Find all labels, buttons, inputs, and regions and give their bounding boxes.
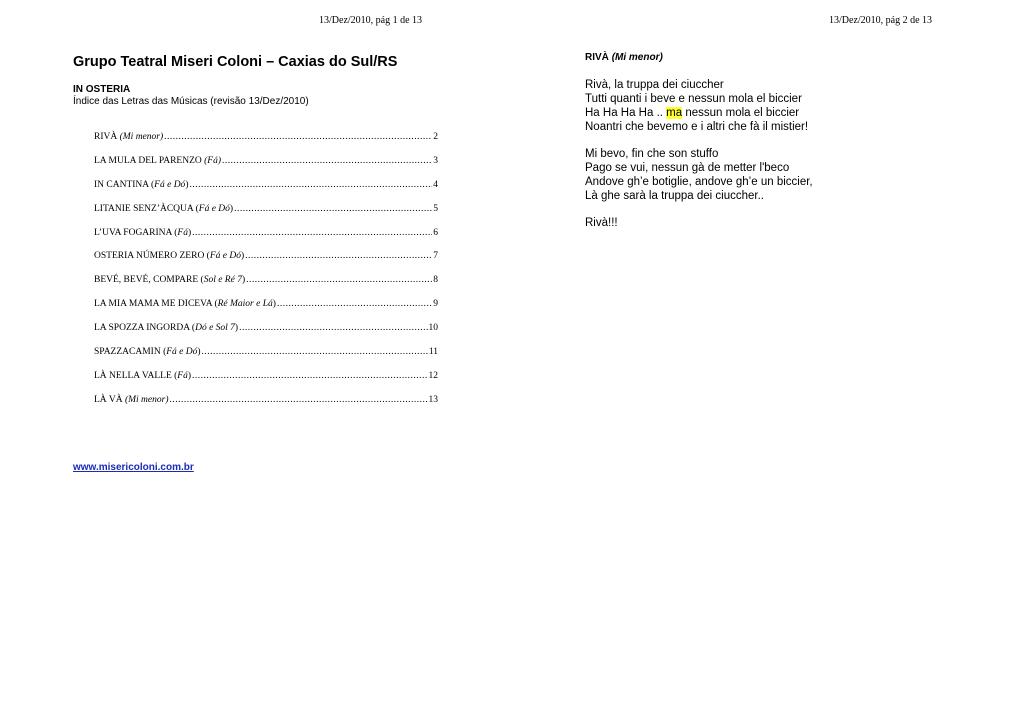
toc-entry-title: LA SPOZZA INGORDA (Dó e Sol 7) [94, 323, 239, 334]
verse-2 [585, 147, 965, 203]
show-title: IN OSTERIA [73, 84, 131, 95]
lyric-line: Mi bevo, fin che son stuffo [585, 148, 719, 160]
lyric-line: Tutti quanti i beve e nessun mola el biccier [585, 93, 802, 105]
toc-page-number: 6 [433, 227, 438, 238]
toc-entry-title: IN CANTINA (Fá e Dó) [94, 179, 189, 190]
toc-entry-title: LÀ NELLA VALLE (Fá) [94, 370, 192, 381]
toc-entry-title: LA MIA MAMA ME DICEVA (Ré Maior e Lá) [94, 299, 276, 310]
toc-page-number: 4 [433, 179, 438, 190]
toc-entry-title: L’UVA FOGARINA (Fá) [94, 227, 192, 238]
table-of-contents [94, 131, 438, 418]
lyric-line: Rivà!!! [585, 217, 618, 229]
toc-page-number: 2 [433, 132, 438, 142]
lyric-line: Rivà, la truppa dei ciuccher [585, 79, 724, 91]
toc-page-number: 12 [428, 370, 438, 381]
page-header-right: 13/Dez/2010, pág 2 de 13 [829, 15, 933, 26]
toc-entry-title: LITANIE SENZ’ÀCQUA (Fá e Dó) [94, 203, 234, 214]
toc-page-number: 8 [433, 275, 438, 286]
toc-entry-title: BEVÉ, BEVÉ, COMPARE (Sol e Ré 7) [94, 275, 246, 286]
lyric-line: Ha Ha Ha Ha .. ma nessun mola el biccier [585, 107, 800, 119]
toc-page-number: 13 [428, 394, 438, 405]
toc-entry-la-nella-valle[interactable] [94, 370, 438, 394]
toc-entry-title: OSTERIA NÚMERO ZERO (Fá e Dó) [94, 251, 245, 262]
verse-1 [585, 78, 965, 134]
toc-dot-leader [164, 131, 432, 143]
document-title: Grupo Teatral Miseri Coloni – Caxias do Sul/RS [73, 54, 398, 70]
verse-ending [585, 216, 965, 230]
toc-page-number: 9 [433, 299, 438, 310]
song-key: (Mi menor) [611, 52, 663, 63]
toc-dot-leader [170, 394, 428, 406]
toc-page-number: 5 [433, 203, 438, 214]
song-lyrics [585, 78, 965, 243]
toc-dot-leader [245, 250, 432, 262]
toc-entry-la-spozza-ingorda[interactable] [94, 322, 438, 346]
toc-entry-title: SPAZZACAMIN (Fá e Dó) [94, 347, 201, 358]
toc-dot-leader [192, 227, 432, 239]
toc-dot-leader [202, 346, 428, 358]
page-header-left: 13/Dez/2010, pág 1 de 13 [319, 15, 423, 26]
index-description: Índice das Letras das Músicas (revisão 13/Dez/2010) [73, 96, 309, 107]
toc-entry-litanie-senz-acqua[interactable] [94, 203, 438, 227]
toc-dot-leader [234, 203, 432, 215]
toc-entry-title: LA MULA DEL PARENZO (Fá) [94, 155, 222, 166]
lyric-line: Là ghe sarà la truppa dei ciuccher.. [585, 190, 765, 202]
lyric-line: Pago se vui, nessun gà de metter l'beco [585, 162, 790, 174]
song-title: RIVÀ (Mi menor) [585, 52, 663, 63]
toc-dot-leader [222, 155, 432, 167]
lyric-line: Noantri che bevemo e i altri che fà il mistier! [585, 121, 809, 133]
toc-dot-leader [277, 298, 432, 310]
toc-dot-leader [239, 322, 427, 334]
toc-page-number: 10 [428, 323, 438, 334]
toc-entry-in-cantina[interactable] [94, 179, 438, 203]
toc-entry-osteria-numero-zero[interactable] [94, 250, 438, 274]
highlighted-word: ma [666, 107, 683, 119]
toc-entry-title: LÀ VÀ (Mi menor) [94, 394, 169, 405]
toc-entry-la-mia-mama-me-diceva[interactable] [94, 298, 438, 322]
toc-entry-beve-beve-compare[interactable] [94, 274, 438, 298]
toc-entry-la-va[interactable] [94, 394, 438, 418]
toc-entry-spazzacamin[interactable] [94, 346, 438, 370]
lyric-line: Andove gh’e botiglie, andove gh’e un biccier, [585, 176, 813, 188]
toc-dot-leader [246, 274, 432, 286]
toc-dot-leader [192, 370, 427, 382]
toc-entry-title: RIVÀ (Mi menor) [94, 132, 164, 142]
toc-page-number: 11 [428, 347, 438, 358]
toc-entry-riva[interactable] [94, 131, 438, 155]
toc-page-number: 7 [433, 251, 438, 262]
toc-dot-leader [189, 179, 432, 191]
toc-entry-la-mula-del-parenzo[interactable] [94, 155, 438, 179]
toc-entry-l-uva-fogarina[interactable] [94, 227, 438, 251]
toc-page-number: 3 [433, 155, 438, 166]
website-link[interactable]: www.misericoloni.com.br [73, 462, 194, 473]
